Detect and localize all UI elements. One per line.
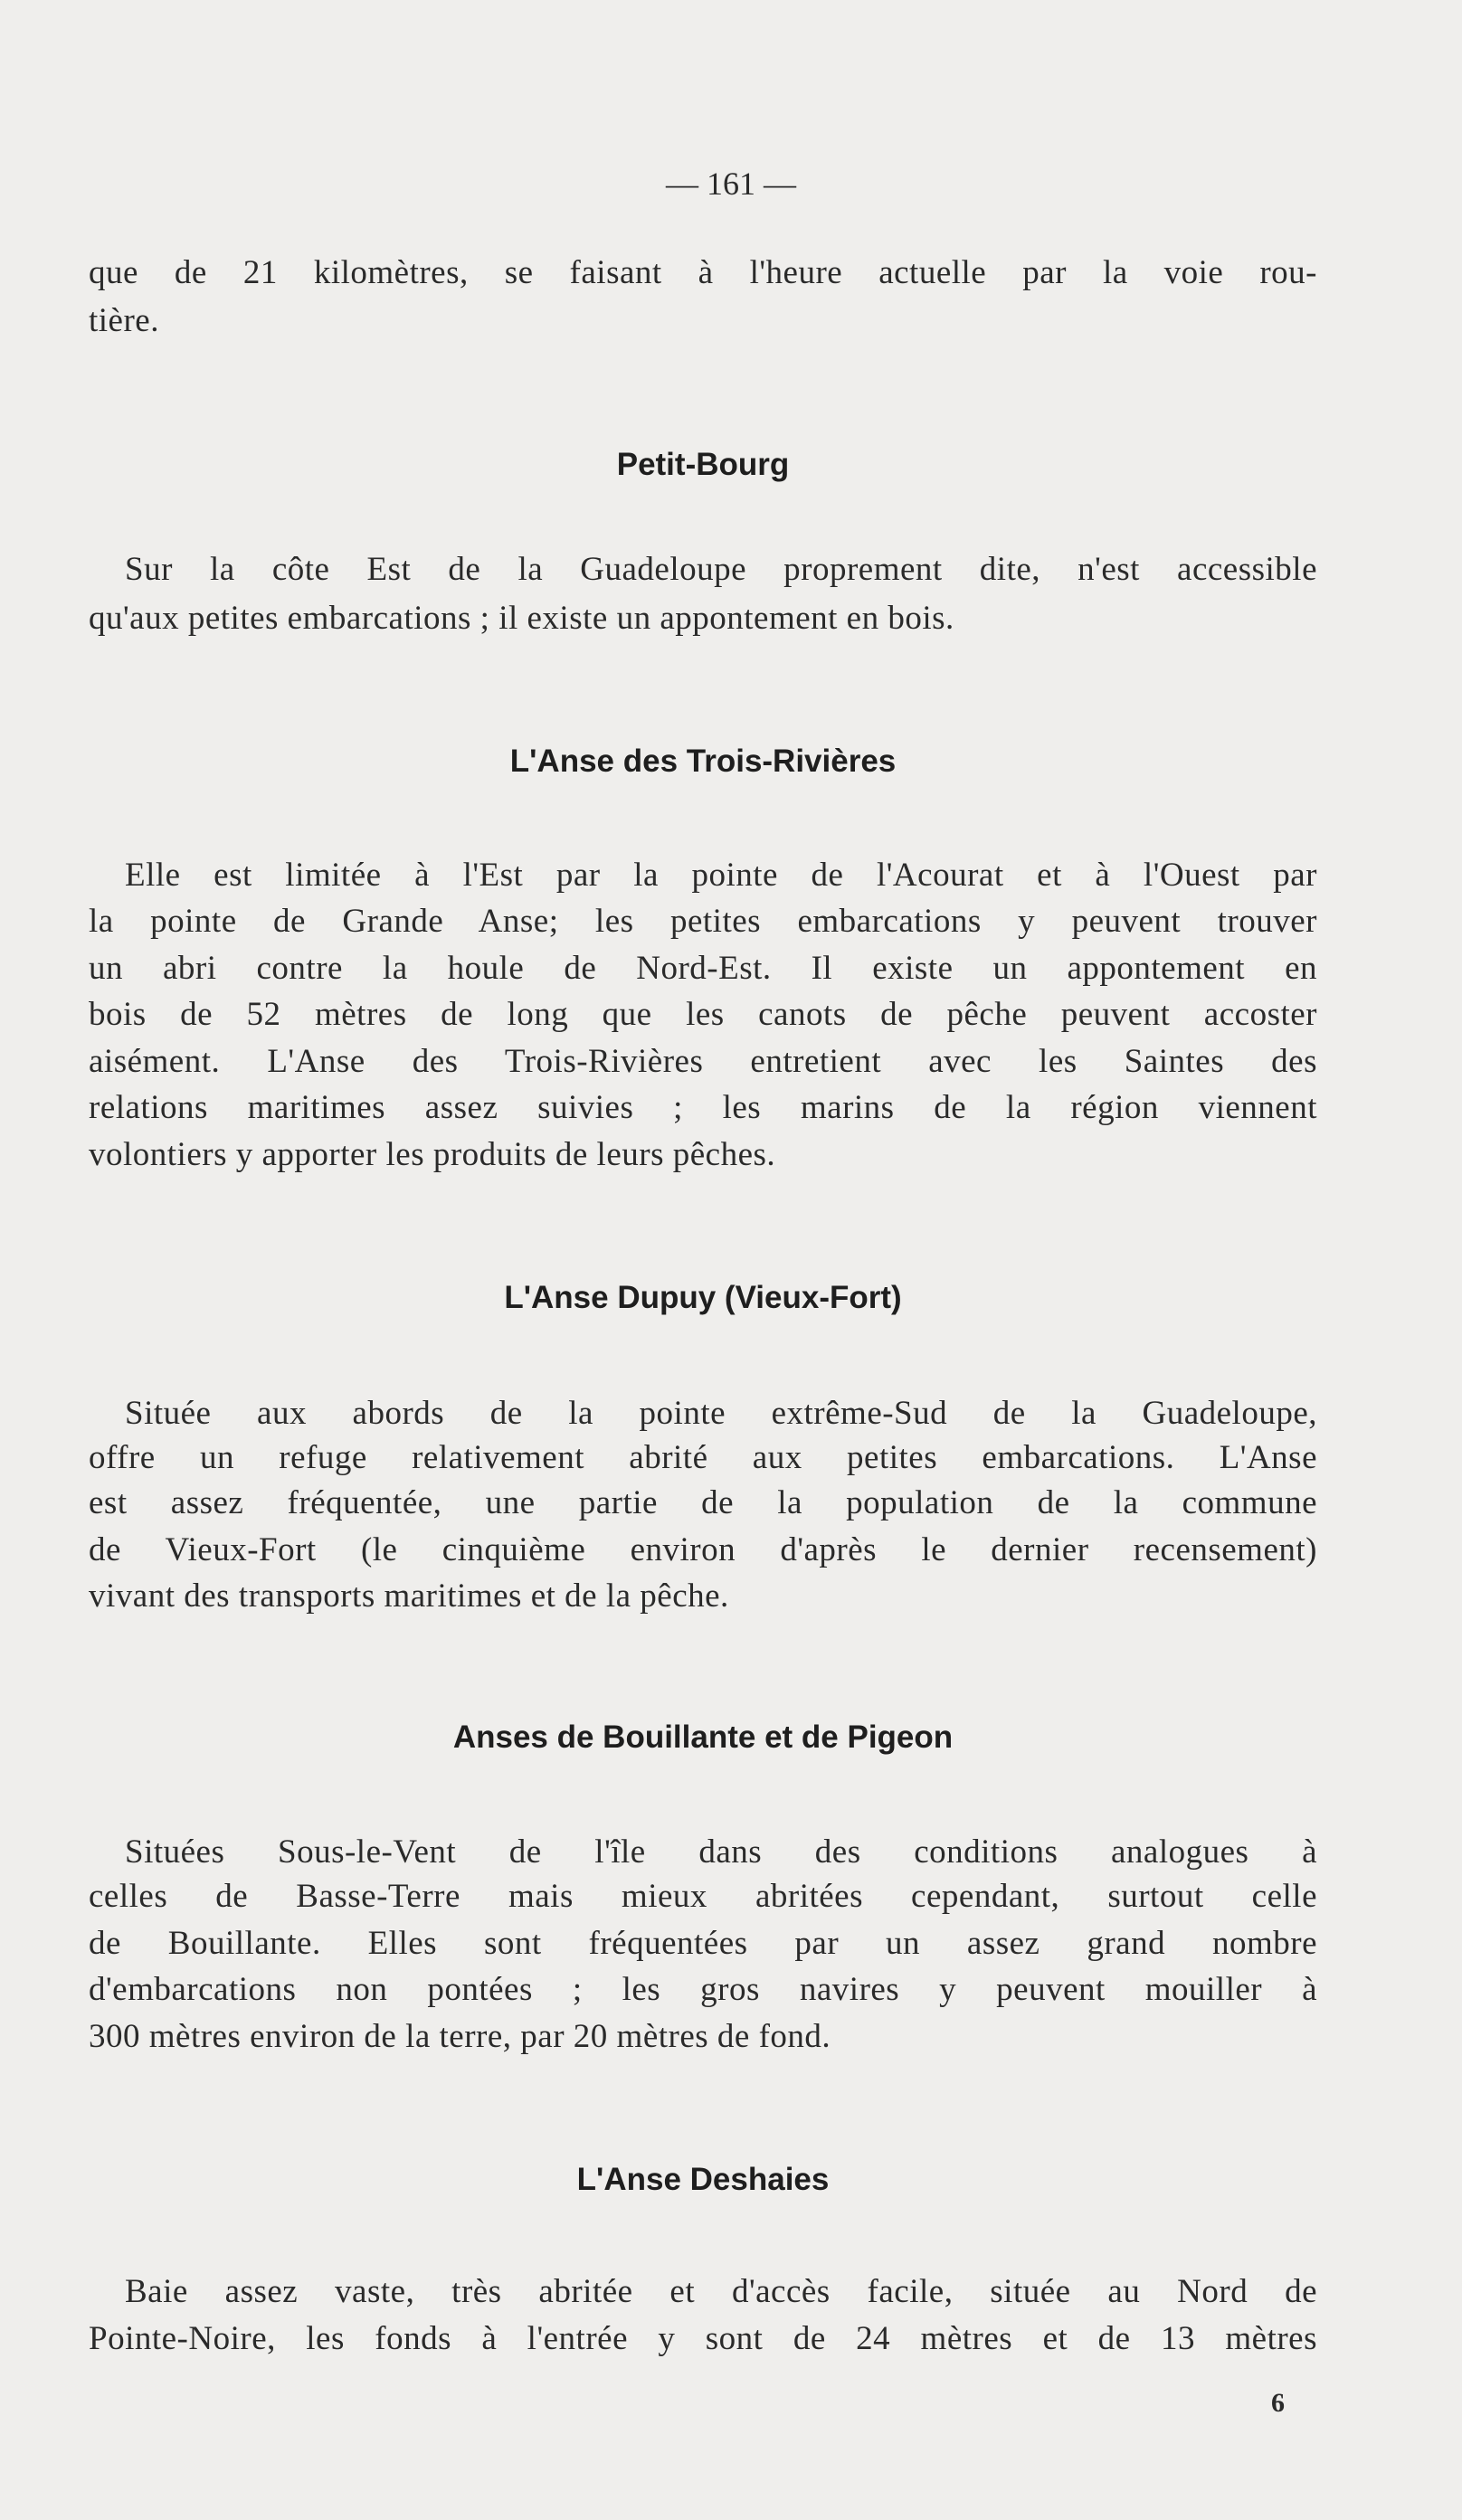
paragraph-line: volontiers y apporter les produits de leurs pêches. [89,1136,776,1173]
section-heading: L'Anse des Trois-Rivières [509,744,897,779]
section-heading: Anses de Bouillante et de Pigeon [452,1719,954,1755]
paragraph-line: Pointe-Noire, les fonds à l'entrée y sont de 24 mètres et de 13 mètres [89,2320,1317,2357]
paragraph-line: d'embarcations non pontées ; les gros navires y peuvent mouiller à [89,1971,1317,2008]
paragraph-line: un abri contre la houle de Nord-Est. Il existe un appontement en [89,950,1317,987]
paragraph-line: aisément. L'Anse des Trois-Rivières entretient avec les Saintes des [89,1043,1317,1080]
paragraph-line: Sur la côte Est de la Guadeloupe proprement dite, n'est accessible [125,551,1317,588]
paragraph-line: offre un refuge relativement abrité aux petites embarcations. L'Anse [89,1439,1317,1476]
page-number: — 161 — [666,166,796,202]
paragraph-line: Elle est limitée à l'Est par la pointe de l'Acourat et à l'Ouest par [125,857,1317,894]
paragraph-line: Baie assez vaste, très abritée et d'accès facile, située au Nord de [125,2273,1317,2310]
section-heading: L'Anse Deshaies [576,2162,830,2197]
paragraph-line: relations maritimes assez suivies ; les marins de la région viennent [89,1089,1317,1126]
paragraph-line: 300 mètres environ de la terre, par 20 mètres de fond. [89,2018,831,2055]
paragraph-line: qu'aux petites embarcations ; il existe un appontement en bois. [89,600,954,637]
paragraph-line: de Bouillante. Elles sont fréquentées par un assez grand nombre [89,1925,1317,1962]
paragraph-line: vivant des transports maritimes et de la pêche. [89,1577,729,1615]
paragraph-line: Située aux abords de la pointe extrême-Sud de la Guadeloupe, [125,1395,1317,1432]
paragraph-line: Situées Sous-le-Vent de l'île dans des conditions analogues à [125,1833,1317,1871]
signature-mark: 6 [1271,2388,1285,2418]
paragraph-line: est assez fréquentée, une partie de la population de la commune [89,1484,1317,1521]
section-heading: L'Anse Dupuy (Vieux-Fort) [504,1280,902,1315]
paragraph-line: la pointe de Grande Anse; les petites embarcations y peuvent trouver [89,903,1317,940]
paragraph-line: que de 21 kilomètres, se faisant à l'heure actuelle par la voie rou- [89,254,1317,291]
section-heading: Petit-Bourg [616,447,790,482]
paragraph-line: de Vieux-Fort (le cinquième environ d'après le dernier recensement) [89,1531,1317,1568]
paragraph-line: bois de 52 mètres de long que les canots de pêche peuvent accoster [89,996,1317,1033]
paragraph-line: tière. [89,302,159,339]
paragraph-line: celles de Basse-Terre mais mieux abritées cependant, surtout celle [89,1878,1317,1915]
